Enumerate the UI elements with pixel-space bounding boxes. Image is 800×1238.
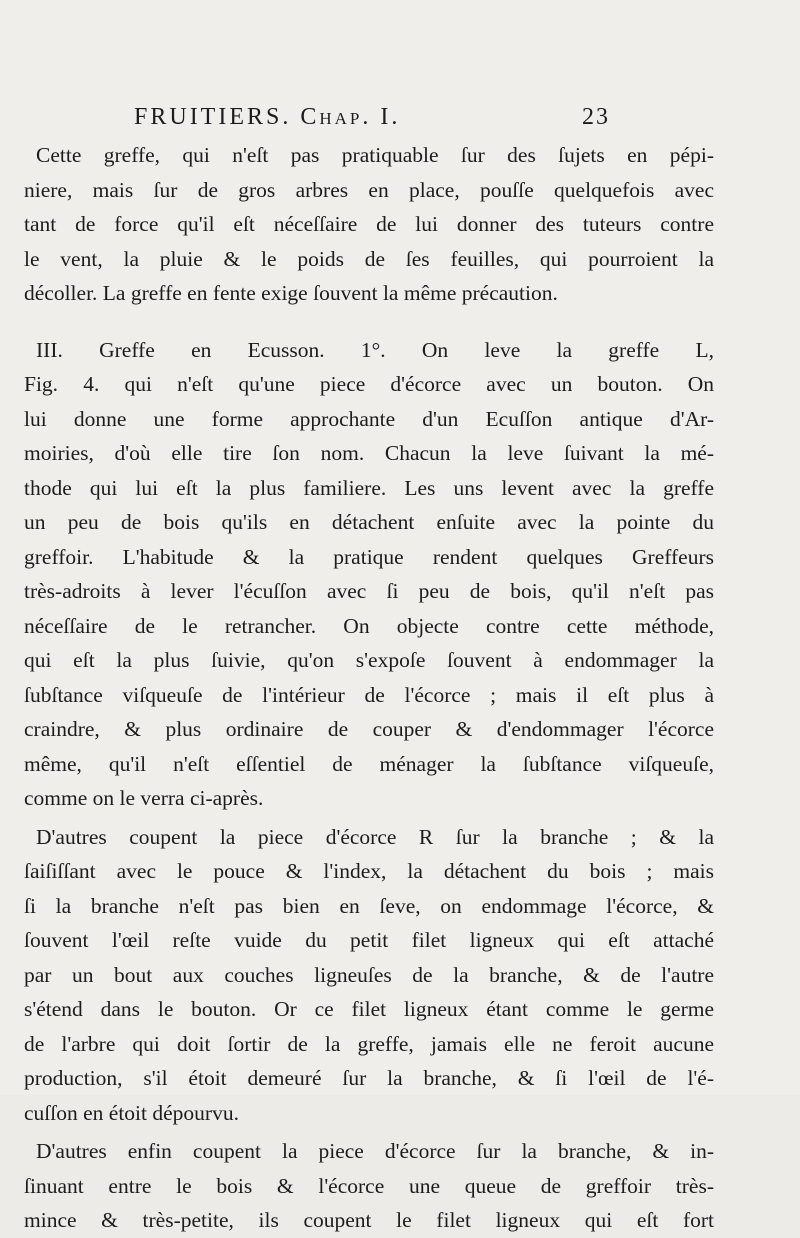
text-line: ſaiſiſſant avec le pouce & l'index, la détachent du bois ; mais [24,859,714,883]
running-head [24,104,714,138]
paragraph-1 [24,138,714,311]
text-line: néceſſaire de le retrancher. On objecte contre cette méthode, [24,613,714,638]
text-line: Cette greffe, qui n'eſt pas pratiquable ſur des ſujets en pépi- [36,143,714,167]
text-line: greffoir. L'habitude & la pratique rendent quelques Greffeurs [24,544,714,569]
page-number: 23 [582,104,610,130]
text-line: tant de force qu'il eſt néceſſaire de lui donner des tuteurs contre [24,212,714,236]
text-line: même, qu'il n'eſt eſſentiel de ménager la ſubſtance viſqueuſe, [24,751,714,776]
text-line: très-adroits à lever l'écuſſon avec ſi peu de bois, qu'il n'eſt pas [24,579,714,603]
text-line: craindre, & plus ordinaire de couper & d'endommager l'écorce [24,717,714,741]
running-head-title: FRUITIERS. Chap. I. [134,104,401,130]
text-line: de l'arbre qui doit ſortir de la greffe, jamais elle ne feroit aucune [24,1031,714,1056]
paragraph-2 [24,333,714,816]
text-line: moiries, d'où elle tire ſon nom. Chacun la leve ſuivant la mé- [24,441,714,465]
text-line: le vent, la pluie & le poids de ſes feuilles, qui pourroient la [24,246,714,271]
text-line: décoller. La greffe en fente exige ſouvent la même précaution. [24,281,558,305]
text-line: ſi la branche n'eſt pas bien en ſeve, on endommage l'écorce, & [24,893,714,918]
text-line: D'autres enfin coupent la piece d'écorce ſur la branche, & in- [36,1139,714,1163]
text-block [24,104,714,1238]
text-line: Fig. 4. qui n'eſt qu'une piece d'écorce avec un bouton. On [24,372,714,396]
text-line: ſinuant entre le bois & l'écorce une queue de greffoir très- [24,1173,714,1198]
paragraph-gap [24,311,714,333]
text-line: lui donne une forme approchante d'un Ecuſſon antique d'Ar- [24,406,714,431]
text-line: comme on le verra ci-après. [24,786,264,810]
text-line: par un bout aux couches ligneuſes de la branche, & de l'autre [24,962,714,987]
text-line: niere, mais ſur de gros arbres en place, pouſſe quelquefois avec [24,177,714,202]
text-line: D'autres coupent la piece d'écorce R ſur la branche ; & la [36,824,714,849]
text-line: ſubſtance viſqueuſe de l'intérieur de l'écorce ; mais il eſt plus à [24,682,714,707]
text-line: thode qui lui eſt la plus familiere. Les uns levent avec la greffe [24,475,714,500]
paragraph-3 [24,820,714,1131]
text-line: s'étend dans le bouton. Or ce filet ligneux étant comme le germe [24,997,714,1021]
text-line: production, s'il étoit demeuré ſur la branche, & ſi l'œil de l'é- [24,1066,714,1090]
text-line: qui eſt la plus ſuivie, qu'on s'expoſe ſouvent à endommager la [24,648,714,672]
section-heading-line: III. Greffe en Ecusson. 1°. On leve la greffe L, [36,337,714,362]
text-line: ſouvent l'œil reſte vuide du petit filet ligneux qui eſt attaché [24,928,714,952]
text-line: cuſſon en étoit dépourvu. [24,1100,239,1125]
paragraph-4 [24,1134,714,1238]
text-line: un peu de bois qu'ils en détachent enſuite avec la pointe du [24,510,714,534]
text-line: mince & très-petite, ils coupent le filet ligneux qui eſt fort [24,1208,714,1232]
